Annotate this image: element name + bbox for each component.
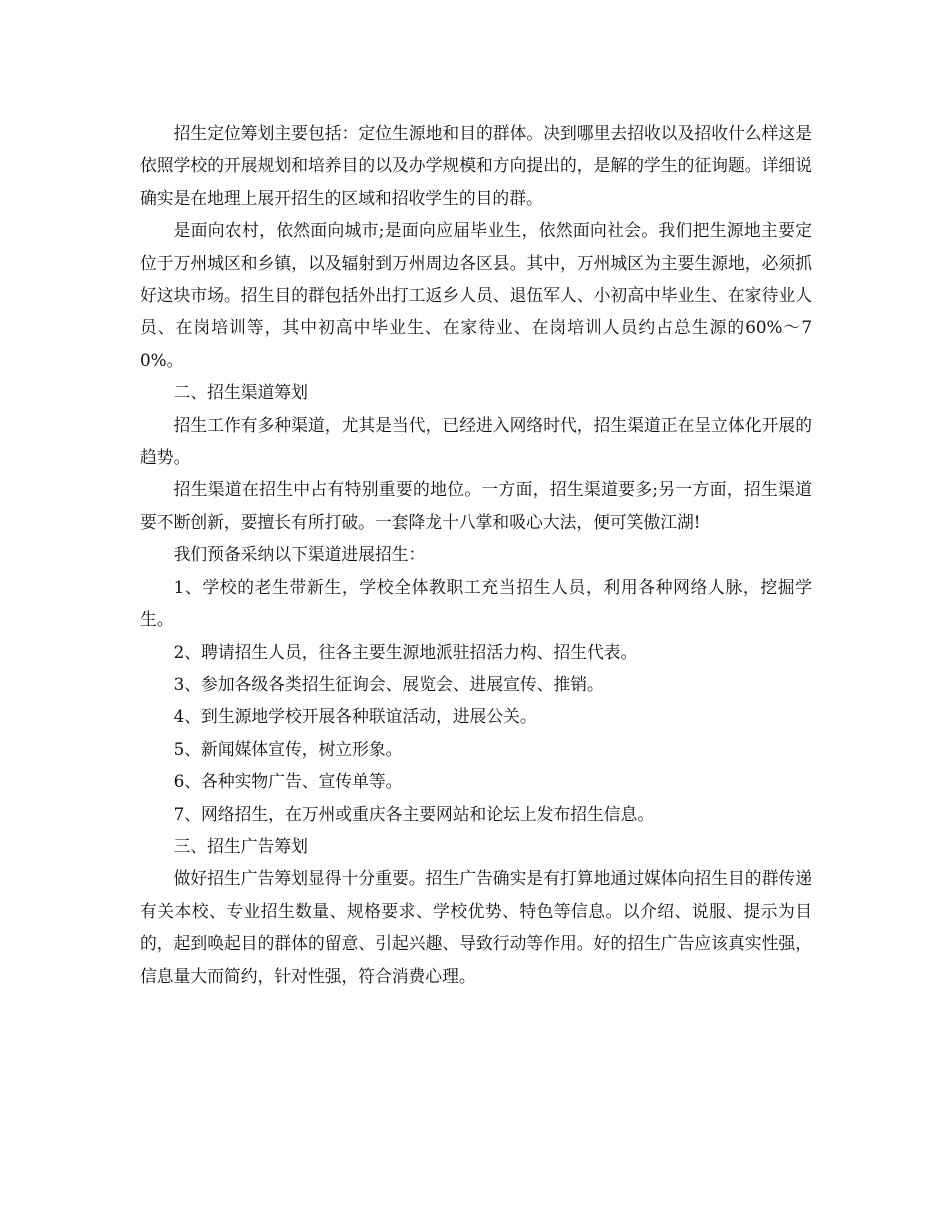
list-item: 6、各种实物广告、宣传单等。 — [173, 771, 403, 792]
paragraph-advertising: 做好招生广告筹划显得十分重要。招生广告确实是有打算地通过媒体向招生目的群传递有关本校、专业招生数量、规格要求、学校优势、特色等信息。以介绍、说服、提示为目的，起到唤起目的群体的留意、引起兴趣、导致行动等作用。好的招生广告应该真实性强，信息量大而简约，针对性强，符合消费心理。 — [140, 868, 812, 986]
list-item: 1、学校的老生带新生，学校全体教职工充当招生人员，利用各种网络人脉，挖掘学生。 — [140, 576, 812, 630]
list-item: 7、网络招生，在万州或重庆各主要网站和论坛上发布招生信息。 — [173, 803, 655, 824]
paragraph-channels-importance: 招生渠道在招生中占有特别重要的地位。一方面，招生渠道要多;另一方面，招生渠道要不断创新，要擅长有所打破。一套降龙十八掌和吸心大法，便可笑傲江湖! — [140, 479, 812, 532]
paragraph-channels-intro: 招生工作有多种渠道，尤其是当代，已经进入网络时代，招生渠道正在呈立体化开展的趋势。 — [140, 414, 812, 468]
section-heading-advertising: 三、招生广告筹划 — [173, 835, 308, 856]
paragraph-channels-list-intro: 我们预备采纳以下渠道进展招生： — [173, 544, 426, 565]
list-item: 2、聘请招生人员，往各主要生源地派驻招活力构、招生代表。 — [173, 641, 638, 662]
document-page — [140, 117, 812, 992]
list-item: 4、到生源地学校开展各种联谊活动，进展公关。 — [173, 706, 537, 727]
list-item: 5、新闻媒体宣传，树立形象。 — [173, 738, 403, 759]
list-item: 3、参加各级各类招生征询会、展览会、进展宣传、推销。 — [173, 673, 604, 694]
paragraph-target-groups: 是面向农村，依然面向城市;是面向应届毕业生，依然面向社会。我们把生源地主要定位于万州城区和乡镇，以及辐射到万州周边各区县。其中，万州城区为主要生源地，必须抓好这块市场。招生目的群包括外出打工返乡人员、退伍军人、小初高中毕业生、在家待业人员、在岗培训等，其中初高中毕业生、在家待业、在岗培训人员约占总生源的60%～70%。 — [140, 220, 812, 370]
section-heading-channels: 二、招生渠道筹划 — [173, 382, 308, 403]
paragraph-positioning: 招生定位筹划主要包括：定位生源地和目的群体。决到哪里去招收以及招收什么样这是依照学校的开展规划和培养目的以及办学规模和方向提出的，是解的学生的征询题。详细说确实是在地理上展开招生的区域和招收学生的目的群。 — [140, 123, 812, 208]
